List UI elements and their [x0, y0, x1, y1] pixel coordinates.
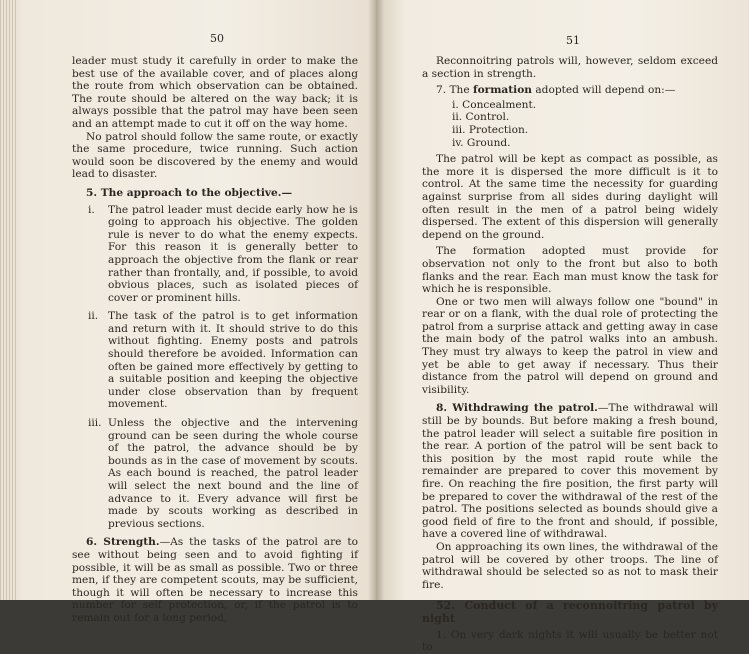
list-item-text: Unless the objective and the intervening ground can be seen during the whole course of the patrol, the advance should be by bounds as in the case of movement by scouts. As each bound is reached, the patrol leader will select the next bound and the line of advance to it. Every advance will first be made by scouts working as described in previous sections. — [108, 417, 358, 530]
section-8-text: —The withdrawal will still be by bounds. But before making a fresh bound, the patrol leader will select a suitable fire position in the rear. A portion of the patrol will be sent back to this position by the most rapid route while the remainder are prepared to cover this movement by fire. On reaching the fire position, the first party will be prepared to cover the withdrawal of the rest of the patrol. The positions selected as bounds should give a good field of fire to the front and should, if possible, have a covered line of withdrawal. — [422, 402, 718, 541]
paragraph: The patrol will be kept as compact as possible, as the more it is dispersed the more difficult is it to control. At the same time the necessity for guarding against surprise from all sides during daylight will often result in the men of a patrol being widely dispersed. The extent of this dispersion will generally depend on the ground. — [422, 153, 718, 241]
section-7-bold: formation — [473, 84, 532, 97]
section-7-list — [422, 99, 718, 149]
list-item — [72, 204, 358, 305]
right-page-text — [422, 55, 718, 654]
section-6-heading: 6. Strength. — [86, 536, 160, 549]
paragraph: Reconnoitring patrols will, however, seldom exceed a section in strength. — [422, 55, 718, 80]
list-marker: ii. — [88, 310, 99, 323]
section-5-list — [72, 204, 358, 531]
list-marker: i. — [88, 203, 95, 216]
section-8-heading: 8. Withdrawing the patrol. — [436, 402, 598, 415]
list-item — [72, 417, 358, 530]
right-page-number: 51 — [566, 34, 580, 47]
left-page — [0, 0, 376, 624]
section-8-paragraph — [422, 402, 718, 541]
list-item-text: The task of the patrol is to get information and return with it. It should strive to do this without fighting. Enemy posts and patrols should therefore be avoided. Information can often be gained more effectively by getting to a suitable position and keeping the objective under close observation than by frequent movement. — [108, 310, 358, 411]
list-item: iii. Protection. — [452, 123, 529, 136]
paragraph: 1. On very dark nights it will usually be better not to — [422, 628, 718, 654]
left-page-number: 50 — [210, 32, 224, 45]
section-6-paragraph — [72, 536, 358, 624]
paragraph: leader must study it carefully in order to make the best use of the available cover, and of places along the route from which observation can be obtained. The route should be altered on the way back; it is always possible that the patrol may have been seen and an attempt made to cut it off on the way home. — [72, 55, 358, 130]
right-page — [376, 0, 749, 654]
section-52-heading: 52. Conduct of a reconnoitring patrol by night — [422, 599, 718, 625]
paragraph: On approaching its own lines, the withdrawal of the patrol will be covered by other troops. The line of withdrawal should be selected so as not to mask their fire. — [422, 540, 718, 591]
list-item: i. Concealment. — [452, 98, 537, 111]
left-page-text — [72, 55, 358, 625]
section-7-lead: 7. The — [436, 84, 474, 97]
section-6-text: —As the tasks of the patrol are to see without being seen and to avoid fighting if possible, it will be as small as possible. Two or three men, if they are competent scouts, may be sufficient, though it will often be necessary to increase this number for self protection, or, if the patrol is to remain out for a long period, — [72, 536, 358, 624]
page-edges — [0, 0, 18, 600]
book-gutter — [368, 0, 384, 600]
section-7-heading — [422, 84, 718, 97]
list-marker: iii. — [88, 417, 102, 430]
list-item: iv. Ground. — [452, 136, 511, 149]
section-7-rest: adopted will depend on:— — [531, 84, 676, 97]
section-5-heading: 5. The approach to the objective.— — [86, 186, 293, 199]
paragraph: No patrol should follow the same route, or exactly the same procedure, twice running. Such action would soon be discovered by the enemy and would lead to disaster. — [72, 130, 358, 181]
paragraph: The formation adopted must provide for observation not only to the front but also to both flanks and the rear. Each man must know the task for which he is responsible. — [422, 245, 718, 296]
paragraph: One or two men will always follow one "bound" in rear or on a flank, with the dual role of protecting the patrol from a surprise attack and getting away in case the main body of the patrol walks into an ambush. They must try always to keep the patrol in view and yet be able to get away if necessary. Thus their distance from the patrol will depend on ground and visibility. — [422, 295, 718, 396]
list-item: ii. Control. — [452, 111, 510, 124]
list-item — [72, 310, 358, 411]
list-item-text: The patrol leader must decide early how he is going to approach his objective. The golden rule is never to do what the enemy expects. For this reason it is generally better to approach the objective from the flank or rear rather than frontally, and, if possible, to avoid obvious places, such as isolated pieces of cover or prominent hills. — [108, 203, 358, 304]
